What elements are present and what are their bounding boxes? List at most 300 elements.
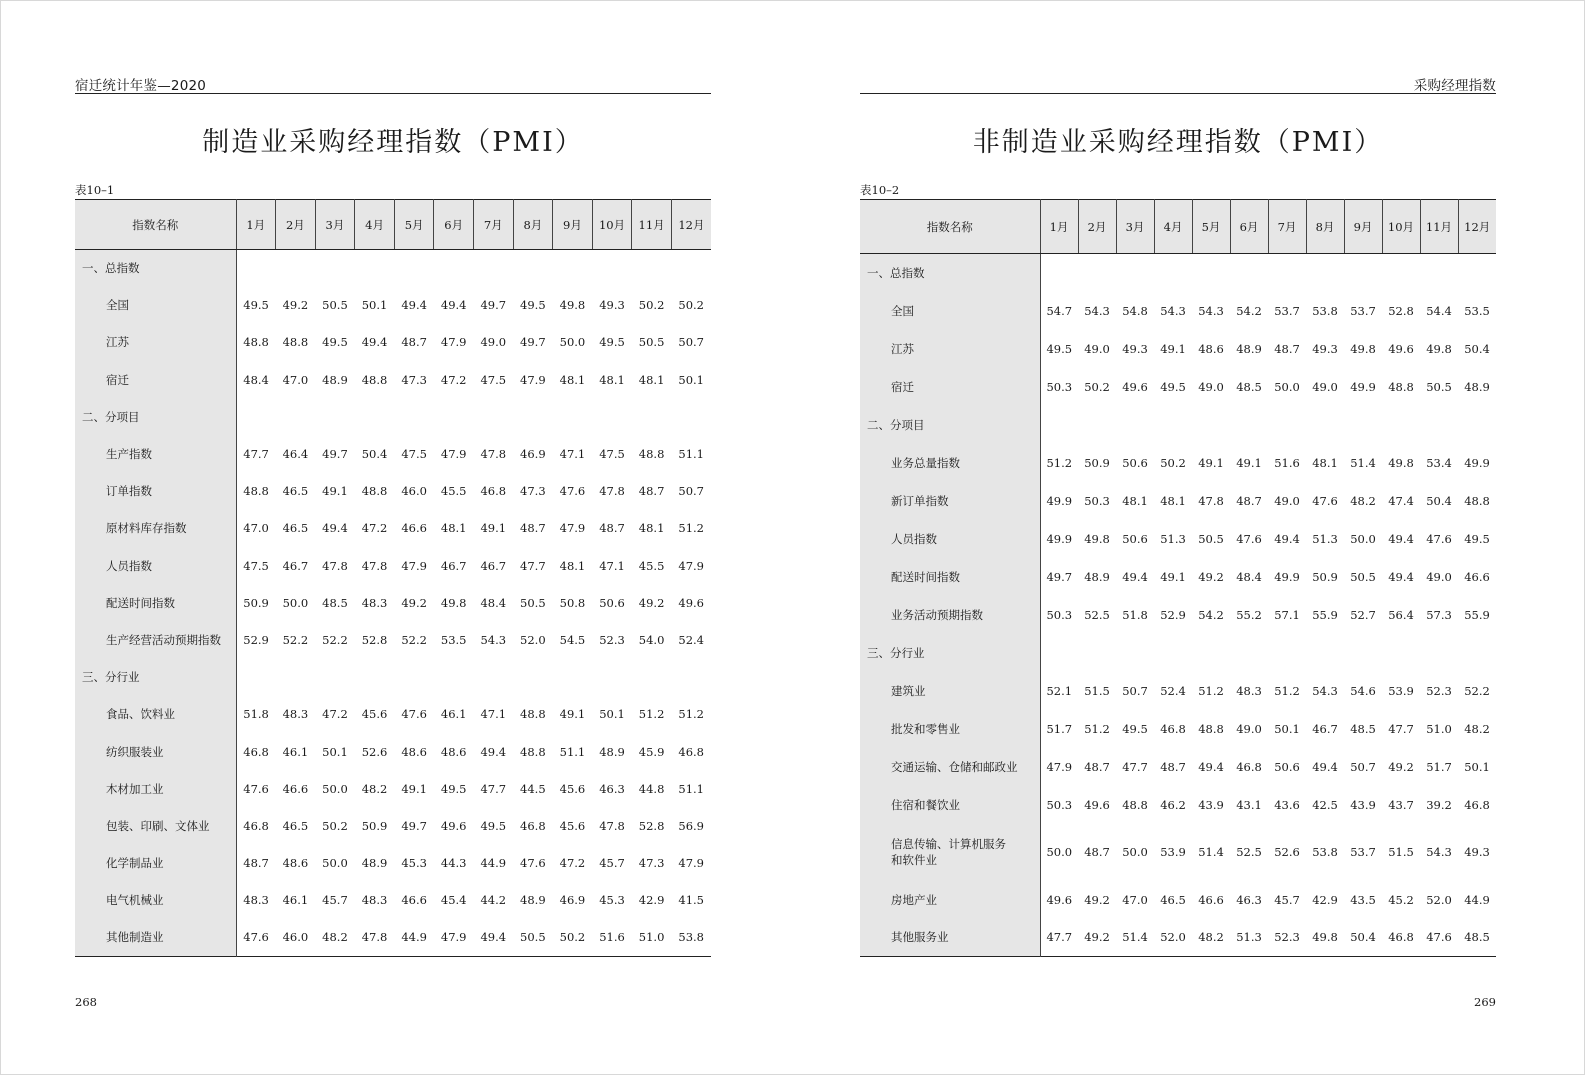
value-cell: 48.1 xyxy=(638,372,665,387)
value-cell: 53.5 xyxy=(1464,303,1490,318)
value-cell xyxy=(1192,634,1230,672)
value-cell xyxy=(473,250,513,287)
value-cell: 50.5 xyxy=(638,335,665,350)
value-cell: 43.5 xyxy=(1350,892,1376,907)
value-cell: 47.2 xyxy=(559,856,586,871)
header-row xyxy=(860,200,1496,254)
value-cell: 44.9 xyxy=(1464,892,1490,907)
column-header-month: 3月 xyxy=(315,200,355,250)
section-label: 一、总指数 xyxy=(75,250,236,287)
value-cell xyxy=(671,398,711,435)
row-label: 业务总量指数 xyxy=(860,444,1040,482)
value-cell: 49.0 xyxy=(1426,569,1452,584)
value-cell: 47.9 xyxy=(559,521,586,536)
value-cell: 52.9 xyxy=(1160,607,1186,622)
value-cell: 50.2 xyxy=(638,298,665,313)
pmi-manufacturing-table xyxy=(75,199,711,957)
value-cell: 49.2 xyxy=(1388,759,1414,774)
value-cell: 52.2 xyxy=(322,632,348,647)
column-header-month: 6月 xyxy=(1230,200,1268,254)
value-cell: 47.0 xyxy=(243,521,269,536)
value-cell xyxy=(1268,254,1306,292)
value-cell: 49.4 xyxy=(1122,569,1148,584)
value-cell: 54.3 xyxy=(1084,303,1110,318)
table-row xyxy=(860,444,1496,482)
value-cell: 51.8 xyxy=(243,707,269,722)
value-cell: 51.0 xyxy=(638,930,665,945)
value-cell: 50.6 xyxy=(1122,531,1148,546)
column-header-month: 1月 xyxy=(236,200,276,250)
value-cell: 48.5 xyxy=(322,595,348,610)
value-cell: 49.8 xyxy=(440,595,467,610)
value-cell: 47.9 xyxy=(520,372,546,387)
value-cell: 48.8 xyxy=(361,484,388,499)
value-cell: 47.6 xyxy=(1426,531,1452,546)
value-cell xyxy=(1420,406,1458,444)
value-cell: 49.4 xyxy=(480,930,507,945)
value-cell: 54.5 xyxy=(559,632,586,647)
value-cell: 53.9 xyxy=(1388,683,1414,698)
value-cell: 51.3 xyxy=(1312,531,1338,546)
value-cell: 51.2 xyxy=(678,521,704,536)
value-cell: 48.7 xyxy=(1160,759,1186,774)
value-cell: 47.6 xyxy=(1312,493,1338,508)
value-cell: 48.8 xyxy=(1122,797,1148,812)
value-cell: 50.5 xyxy=(520,595,546,610)
value-cell: 53.9 xyxy=(1160,845,1186,859)
value-cell: 47.7 xyxy=(1122,759,1148,774)
value-cell: 52.9 xyxy=(243,632,269,647)
value-cell: 44.8 xyxy=(638,781,665,796)
value-cell: 49.9 xyxy=(1046,493,1073,508)
table-row xyxy=(75,733,711,770)
table-row xyxy=(75,807,711,844)
value-cell: 51.3 xyxy=(1160,531,1186,546)
value-cell: 46.7 xyxy=(1312,721,1338,736)
table-row xyxy=(75,435,711,472)
table-row xyxy=(75,770,711,807)
value-cell: 50.3 xyxy=(1046,797,1073,812)
value-cell: 47.7 xyxy=(1388,721,1414,736)
value-cell xyxy=(1382,634,1420,672)
value-cell xyxy=(553,398,593,435)
table-row xyxy=(860,596,1496,634)
value-cell: 53.5 xyxy=(440,632,467,647)
value-cell: 45.5 xyxy=(638,558,665,573)
value-cell: 46.1 xyxy=(440,707,467,722)
value-cell: 45.5 xyxy=(440,484,467,499)
value-cell: 48.1 xyxy=(1160,493,1186,508)
value-cell: 47.0 xyxy=(282,372,309,387)
value-cell xyxy=(1154,634,1192,672)
value-cell: 47.8 xyxy=(322,558,348,573)
value-cell: 42.9 xyxy=(638,893,665,908)
value-cell: 47.6 xyxy=(243,930,269,945)
row-label: 新订单指数 xyxy=(860,482,1040,520)
value-cell: 47.5 xyxy=(401,447,427,462)
value-cell: 46.2 xyxy=(1160,797,1186,812)
value-cell: 49.1 xyxy=(322,484,348,499)
value-cell: 49.4 xyxy=(1274,531,1300,546)
value-cell: 49.1 xyxy=(559,707,586,722)
column-header-month: 12月 xyxy=(1458,200,1496,254)
value-cell: 47.5 xyxy=(243,558,269,573)
table-row xyxy=(75,473,711,510)
value-cell: 54.3 xyxy=(1426,845,1452,859)
value-cell: 48.2 xyxy=(1198,930,1224,945)
value-cell xyxy=(671,250,711,287)
left-page xyxy=(75,0,711,1077)
column-header-month: 10月 xyxy=(1382,200,1420,254)
value-cell: 50.1 xyxy=(678,372,704,387)
value-cell: 45.3 xyxy=(599,893,625,908)
row-label: 全国 xyxy=(860,292,1040,330)
value-cell: 42.9 xyxy=(1312,892,1338,907)
value-cell: 50.2 xyxy=(1160,455,1186,470)
value-cell: 49.7 xyxy=(401,818,427,833)
value-cell: 45.7 xyxy=(1274,892,1300,907)
column-header-month: 2月 xyxy=(276,200,316,250)
value-cell: 47.1 xyxy=(480,707,507,722)
value-cell: 51.2 xyxy=(638,707,665,722)
value-cell: 49.7 xyxy=(1046,569,1073,584)
value-cell: 47.2 xyxy=(322,707,348,722)
value-cell xyxy=(1458,254,1496,292)
value-cell xyxy=(1230,406,1268,444)
value-cell: 48.3 xyxy=(361,893,388,908)
value-cell: 49.3 xyxy=(1464,845,1490,859)
value-cell: 54.3 xyxy=(1160,303,1186,318)
value-cell: 51.0 xyxy=(1426,721,1452,736)
value-cell: 43.7 xyxy=(1388,797,1414,812)
value-cell: 51.2 xyxy=(1274,683,1300,698)
value-cell: 54.6 xyxy=(1350,683,1376,698)
page-number: 269 xyxy=(1474,995,1496,1009)
value-cell: 45.4 xyxy=(440,893,467,908)
value-cell xyxy=(1078,406,1116,444)
value-cell: 50.5 xyxy=(520,930,546,945)
value-cell: 49.6 xyxy=(1122,379,1148,394)
value-cell: 48.8 xyxy=(638,447,665,462)
table-row xyxy=(75,361,711,398)
value-cell: 52.2 xyxy=(401,632,427,647)
value-cell: 48.1 xyxy=(440,521,467,536)
value-cell: 51.7 xyxy=(1046,721,1073,736)
value-cell: 49.4 xyxy=(1388,569,1414,584)
value-cell: 49.0 xyxy=(1274,493,1300,508)
column-header-month: 9月 xyxy=(553,200,593,250)
value-cell: 48.2 xyxy=(361,781,388,796)
value-cell xyxy=(434,398,474,435)
value-cell: 48.9 xyxy=(1236,341,1262,356)
row-label: 人员指数 xyxy=(860,520,1040,558)
value-cell: 48.4 xyxy=(480,595,507,610)
value-cell: 46.8 xyxy=(678,744,704,759)
value-cell: 50.1 xyxy=(322,744,348,759)
value-cell: 51.1 xyxy=(559,744,586,759)
table-row xyxy=(860,919,1496,957)
value-cell: 44.3 xyxy=(440,856,467,871)
value-cell: 41.5 xyxy=(678,893,704,908)
value-cell: 48.1 xyxy=(638,521,665,536)
row-label: 其他制造业 xyxy=(75,919,236,956)
value-cell: 52.5 xyxy=(1236,845,1262,859)
header-row xyxy=(75,200,711,250)
value-cell: 46.5 xyxy=(282,818,309,833)
value-cell: 50.0 xyxy=(322,781,348,796)
value-cell: 52.8 xyxy=(361,632,388,647)
value-cell: 48.7 xyxy=(520,521,546,536)
value-cell: 49.9 xyxy=(1274,569,1300,584)
table-row xyxy=(860,824,1496,881)
value-cell: 49.4 xyxy=(401,298,427,313)
value-cell xyxy=(1420,634,1458,672)
value-cell: 49.5 xyxy=(1464,531,1490,546)
value-cell: 49.5 xyxy=(243,298,269,313)
value-cell: 50.2 xyxy=(1084,379,1110,394)
value-cell: 46.6 xyxy=(401,893,427,908)
value-cell: 53.7 xyxy=(1350,845,1376,859)
value-cell: 48.9 xyxy=(599,744,625,759)
value-cell: 55.9 xyxy=(1312,607,1338,622)
row-label: 生产经营活动预期指数 xyxy=(75,621,236,658)
value-cell: 49.1 xyxy=(480,521,507,536)
value-cell: 49.5 xyxy=(480,818,507,833)
value-cell: 49.3 xyxy=(1312,341,1338,356)
value-cell xyxy=(1306,406,1344,444)
value-cell: 48.7 xyxy=(599,521,625,536)
table-row xyxy=(860,748,1496,786)
value-cell: 49.4 xyxy=(1312,759,1338,774)
value-cell: 48.8 xyxy=(1464,493,1490,508)
row-label: 宿迁 xyxy=(75,361,236,398)
value-cell: 46.8 xyxy=(1160,721,1186,736)
value-cell: 46.0 xyxy=(282,930,309,945)
value-cell: 47.1 xyxy=(559,447,586,462)
column-header-month: 1月 xyxy=(1040,200,1078,254)
table-row xyxy=(860,520,1496,558)
row-label-line: 信息传输、计算机服务 xyxy=(891,837,1006,851)
page-number: 268 xyxy=(75,995,97,1009)
value-cell: 49.1 xyxy=(1160,569,1186,584)
table-row xyxy=(860,368,1496,406)
row-label: 配送时间指数 xyxy=(860,558,1040,596)
value-cell: 51.1 xyxy=(678,781,704,796)
value-cell xyxy=(1192,406,1230,444)
value-cell: 53.8 xyxy=(1312,845,1338,859)
value-cell: 50.9 xyxy=(1312,569,1338,584)
section-row xyxy=(75,250,711,287)
column-header-name: 指数名称 xyxy=(860,200,1040,254)
value-cell: 50.4 xyxy=(1426,493,1452,508)
value-cell: 52.0 xyxy=(1426,892,1452,907)
value-cell: 47.8 xyxy=(599,818,625,833)
value-cell: 49.5 xyxy=(322,335,348,350)
value-cell: 48.3 xyxy=(243,893,269,908)
value-cell: 49.6 xyxy=(440,818,467,833)
row-label: 住宿和餐饮业 xyxy=(860,786,1040,824)
value-cell: 48.3 xyxy=(361,595,388,610)
value-cell: 46.8 xyxy=(243,744,269,759)
value-cell: 48.7 xyxy=(1274,341,1300,356)
value-cell xyxy=(1040,254,1078,292)
value-cell: 50.0 xyxy=(1046,845,1073,859)
column-header-month: 7月 xyxy=(473,200,513,250)
value-cell: 48.7 xyxy=(638,484,665,499)
value-cell: 48.2 xyxy=(1350,493,1376,508)
value-cell: 46.9 xyxy=(520,447,546,462)
value-cell: 49.4 xyxy=(361,335,388,350)
table-row xyxy=(860,482,1496,520)
value-cell xyxy=(1154,406,1192,444)
value-cell: 50.5 xyxy=(1350,569,1376,584)
value-cell xyxy=(434,659,474,696)
header-rule xyxy=(860,93,1496,94)
value-cell: 51.4 xyxy=(1198,845,1224,859)
value-cell: 48.1 xyxy=(1122,493,1148,508)
value-cell xyxy=(1306,634,1344,672)
table-row xyxy=(75,845,711,882)
value-cell: 57.1 xyxy=(1274,607,1300,622)
value-cell: 56.4 xyxy=(1388,607,1414,622)
value-cell: 47.6 xyxy=(401,707,427,722)
value-cell: 46.6 xyxy=(282,781,309,796)
value-cell: 49.2 xyxy=(638,595,665,610)
value-cell: 45.2 xyxy=(1388,892,1414,907)
value-cell: 50.6 xyxy=(599,595,625,610)
value-cell: 50.5 xyxy=(322,298,348,313)
row-label: 食品、饮料业 xyxy=(75,696,236,733)
value-cell: 46.0 xyxy=(401,484,427,499)
value-cell: 52.4 xyxy=(1160,683,1186,698)
value-cell xyxy=(1192,254,1230,292)
value-cell: 49.8 xyxy=(1312,930,1338,945)
value-cell: 52.4 xyxy=(678,632,704,647)
value-cell: 53.8 xyxy=(678,930,704,945)
value-cell: 50.9 xyxy=(1084,455,1110,470)
value-cell: 52.6 xyxy=(361,744,388,759)
value-cell: 43.9 xyxy=(1350,797,1376,812)
value-cell xyxy=(315,250,355,287)
value-cell: 49.5 xyxy=(599,335,625,350)
value-cell: 46.7 xyxy=(440,558,467,573)
value-cell: 47.2 xyxy=(440,372,467,387)
value-cell: 48.5 xyxy=(1464,930,1490,945)
running-head: 宿迁统计年鉴—2020 xyxy=(75,78,207,94)
value-cell: 46.5 xyxy=(282,484,309,499)
row-label: 江苏 xyxy=(860,330,1040,368)
row-label: 房地产业 xyxy=(860,881,1040,919)
value-cell: 48.7 xyxy=(1084,845,1110,859)
value-cell: 46.5 xyxy=(1160,892,1186,907)
page-title: 非制造业采购经理指数（PMI） xyxy=(972,127,1384,158)
table-row xyxy=(860,881,1496,919)
value-cell: 45.9 xyxy=(638,744,665,759)
table-row xyxy=(75,621,711,658)
value-cell: 50.2 xyxy=(559,930,586,945)
value-cell: 53.4 xyxy=(1426,455,1452,470)
value-cell: 50.4 xyxy=(1350,930,1376,945)
value-cell: 46.8 xyxy=(1388,930,1414,945)
value-cell: 49.0 xyxy=(1198,379,1224,394)
value-cell: 48.7 xyxy=(401,335,427,350)
value-cell: 49.8 xyxy=(1350,341,1376,356)
value-cell: 49.2 xyxy=(401,595,427,610)
value-cell: 49.8 xyxy=(559,298,586,313)
value-cell: 47.6 xyxy=(520,856,546,871)
value-cell xyxy=(1040,406,1078,444)
column-header-month: 8月 xyxy=(1306,200,1344,254)
table-code: 表10–1 xyxy=(75,183,115,197)
table-row xyxy=(860,786,1496,824)
value-cell xyxy=(394,398,434,435)
value-cell: 39.2 xyxy=(1426,797,1452,812)
value-cell: 54.7 xyxy=(1046,303,1073,318)
value-cell: 50.6 xyxy=(1122,455,1148,470)
value-cell: 47.9 xyxy=(440,335,467,350)
value-cell: 46.3 xyxy=(1236,892,1262,907)
value-cell: 53.7 xyxy=(1274,303,1300,318)
value-cell: 50.1 xyxy=(1274,721,1300,736)
section-row xyxy=(75,659,711,696)
value-cell: 48.2 xyxy=(1464,721,1490,736)
value-cell: 47.6 xyxy=(559,484,586,499)
value-cell: 46.1 xyxy=(282,744,309,759)
value-cell xyxy=(236,398,276,435)
value-cell: 47.9 xyxy=(1046,759,1073,774)
value-cell: 47.8 xyxy=(599,484,625,499)
value-cell: 51.7 xyxy=(1426,759,1452,774)
value-cell: 46.6 xyxy=(1198,892,1224,907)
column-header-month: 4月 xyxy=(355,200,395,250)
value-cell: 49.2 xyxy=(1084,930,1110,945)
value-cell: 46.9 xyxy=(559,893,586,908)
value-cell: 51.6 xyxy=(599,930,625,945)
value-cell: 50.0 xyxy=(282,595,309,610)
value-cell: 50.7 xyxy=(1350,759,1376,774)
table-row xyxy=(75,584,711,621)
value-cell: 52.2 xyxy=(282,632,309,647)
value-cell xyxy=(1040,634,1078,672)
table-row xyxy=(860,558,1496,596)
value-cell: 52.5 xyxy=(1084,607,1110,622)
value-cell: 50.8 xyxy=(559,595,586,610)
value-cell xyxy=(1268,634,1306,672)
value-cell xyxy=(553,250,593,287)
value-cell: 54.0 xyxy=(638,632,665,647)
value-cell: 43.6 xyxy=(1274,797,1300,812)
value-cell: 48.4 xyxy=(243,372,269,387)
value-cell: 49.7 xyxy=(480,298,507,313)
value-cell: 48.1 xyxy=(599,372,625,387)
value-cell: 50.9 xyxy=(361,818,388,833)
value-cell: 47.9 xyxy=(401,558,427,573)
pmi-non-manufacturing-table xyxy=(860,199,1496,957)
value-cell: 50.3 xyxy=(1046,607,1073,622)
value-cell: 49.8 xyxy=(1426,341,1452,356)
value-cell: 50.7 xyxy=(1122,683,1148,698)
value-cell: 51.5 xyxy=(1084,683,1110,698)
table-row xyxy=(860,292,1496,330)
value-cell: 48.5 xyxy=(1236,379,1262,394)
value-cell: 48.9 xyxy=(520,893,546,908)
value-cell: 54.4 xyxy=(1426,303,1452,318)
value-cell: 49.4 xyxy=(1388,531,1414,546)
value-cell: 46.7 xyxy=(282,558,309,573)
value-cell: 49.6 xyxy=(678,595,704,610)
value-cell xyxy=(592,250,632,287)
table-row xyxy=(75,287,711,324)
